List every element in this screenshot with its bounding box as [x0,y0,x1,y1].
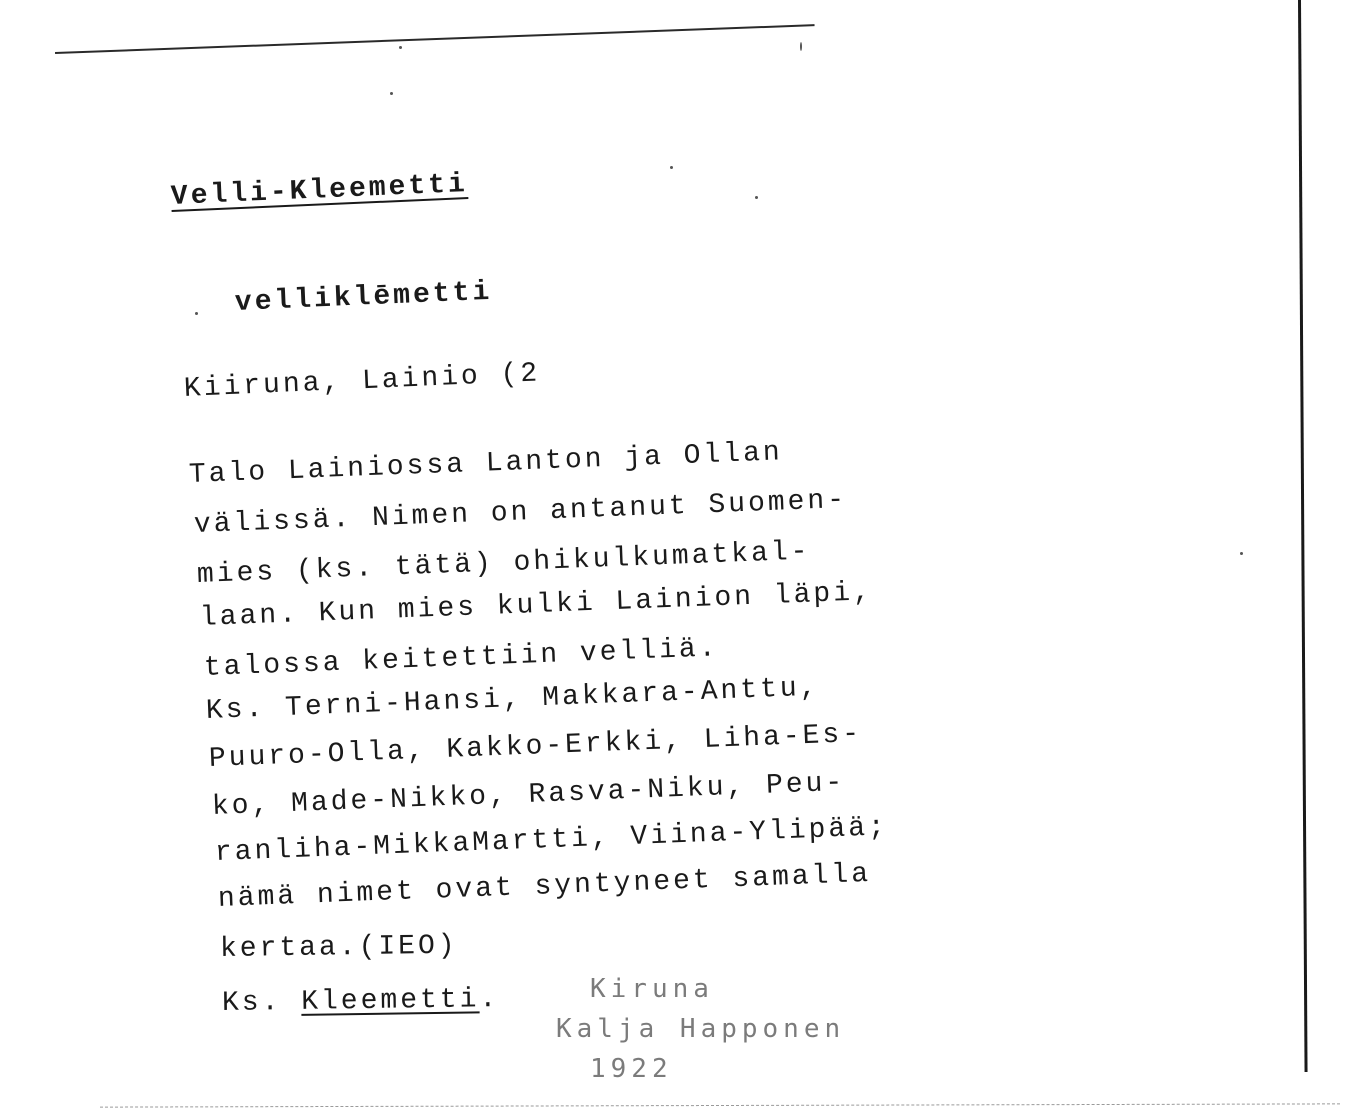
ink-speck [1240,552,1243,555]
body-line: ko, Made-Nikko, Rasva-Niku, Peu- [211,767,846,823]
stamp-collector: Kalja Happonen [556,1014,846,1044]
ink-speck [800,42,802,51]
body-line: talossa keitettiin velliä. [203,633,720,684]
body-line: mies (ks. tätä) ohikulkumatkal- [196,536,812,591]
card-top-edge [55,24,815,54]
stamp-year: 1922 [590,1054,673,1084]
body-line: välissä. Nimen on antanut Suomen- [193,484,848,541]
body-line: Ks. Terni-Hansi, Makkara-Anttu, [205,672,821,727]
card-bottom-edge [100,1103,1340,1107]
ink-speck [670,166,673,169]
see-also-suffix: . [479,984,500,1016]
card-title: Velli-Kleemetti [170,169,469,213]
ink-speck [755,196,758,199]
card-right-edge [1298,0,1308,1072]
stamp-place: Kiruna [590,974,714,1004]
ink-speck [390,92,393,95]
body-line: Talo Lainiossa Lanton ja Ollan [188,437,784,491]
see-also-link: Kleemetti [301,984,480,1018]
see-also-line [222,984,500,1019]
body-line: kertaa.(IEO) [219,930,458,965]
body-line: laan. Kun mies kulki Lainion läpi, [199,577,874,634]
body-line: ranliha-MikkaMartti, Viina-Ylipää; [214,812,889,869]
ink-speck [399,46,402,49]
location-line: Kiiruna, Lainio (2 [183,358,541,405]
phonetic-form: velliklēmetti [234,276,493,319]
ink-speck [195,312,198,315]
body-line: Puuro-Olla, Kakko-Erkki, Liha-Es- [208,718,863,775]
see-also-prefix: Ks. [221,987,282,1019]
body-line: nämä nimet ovat syntyneet samalla [217,858,872,915]
